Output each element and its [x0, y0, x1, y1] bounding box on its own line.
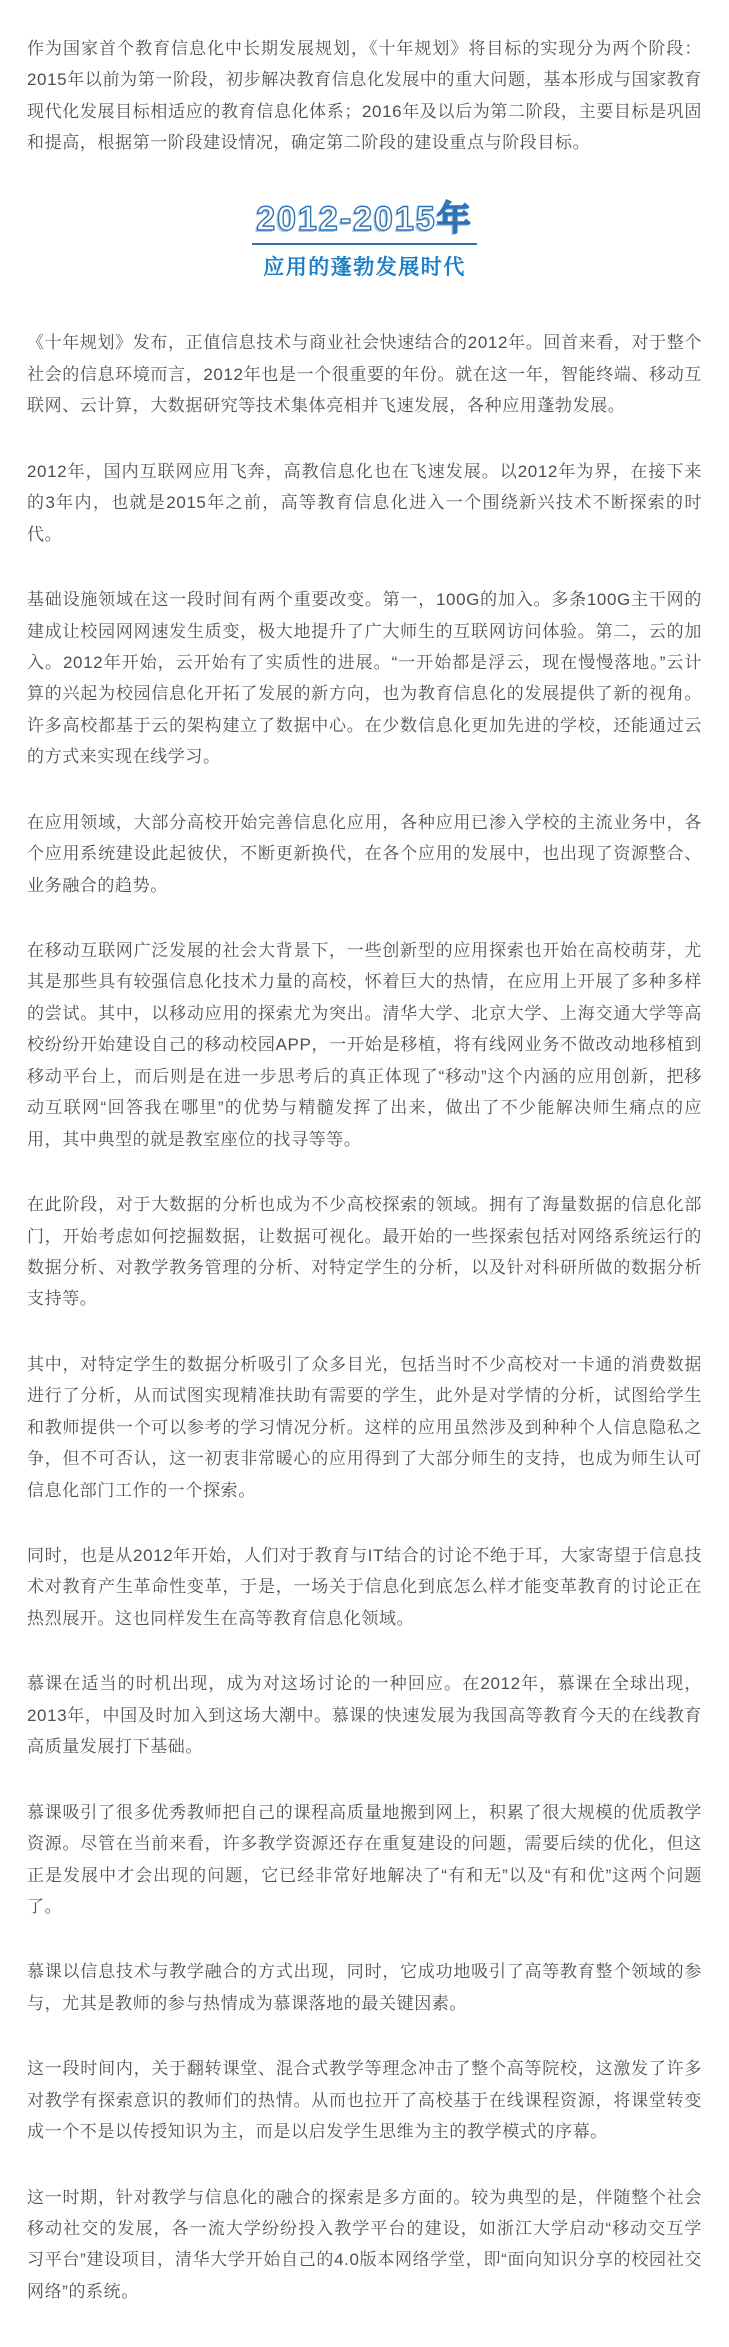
body-paragraph: 慕课以信息技术与教学融合的方式出现，同时，它成功地吸引了高等教育整个领域的参与，尤其是教师的参与热情成为慕课落地的最关键因素。 — [27, 1962, 702, 2013]
body-paragraph: 这一时期，针对教学与信息化的融合的探索是多方面的。较为典型的是，伴随整个社会移动社交的发展，各一流大学纷纷投入教学平台的建设，如浙江大学启动“移动交互学习平台”建设项目，清华大学开始自己的4.0版本网络学堂，即“面向知识分享的校园社交网络”的系统。 — [27, 2187, 702, 2301]
body-paragraph: 在移动互联网广泛发展的社会大背景下，一些创新型的应用探索也开始在高校萌芽，尤其是那些具有较强信息化技术力量的高校，怀着巨大的热情，在应用上开展了多种多样的尝试。其中，以移动应用的探索尤为突出。清华大学、北京大学、上海交通大学等高校纷纷开始建设自己的移动校园APP，一开始是移植，将有线网业务不做改动地移植到移动平台上，而后则是在进一步思考后的真正体现了“移动”这个内涵的应用创新，把移动互联网“回答我在哪里”的优势与精髓发挥了出来，做出了不少能解决师生痛点的应用，其中典型的就是教室座位的找寻等等。 — [27, 941, 702, 1149]
body-paragraph: 慕课吸引了很多优秀教师把自己的课程高质量地搬到网上，积累了很大规模的优质教学资源。尽管在当前来看，许多教学资源还存在重复建设的问题，需要后续的优化，但这正是发展中才会出现的问题，它已经非常好地解决了“有和无”以及“有和优”这两个问题了。 — [27, 1802, 702, 1916]
body-paragraph: 《十年规划》发布，正值信息技术与商业社会快速结合的2012年。回首来看，对于整个社会的信息环境而言，2012年也是一个很重要的年份。就在这一年，智能终端、移动互联网、云计算，大数据研究等技术集体亮相并飞速发展，各种应用蓬勃发展。 — [27, 333, 702, 416]
body-paragraph: 2012年，国内互联网应用飞奔，高教信息化也在飞速发展。以2012年为界，在接下来的3年内，也就是2015年之前，高等教育信息化进入一个围绕新兴技术不断探索的时代。 — [27, 461, 702, 544]
section-header — [27, 201, 702, 282]
body-paragraph: 在此阶段，对于大数据的分析也成为不少高校探索的领域。拥有了海量数据的信息化部门，开始考虑如何挖掘数据，让数据可视化。最开始的一些探索包括对网络系统运行的数据分析、对教学教务管理的分析、对特定学生的分析，以及针对科研所做的数据分析支持等。 — [27, 1195, 702, 1309]
body-paragraph: 这一段时间内，关于翻转课堂、混合式教学等理念冲击了整个高等院校，这激发了许多对教学有探索意识的教师们的热情。从而也拉开了高校基于在线课程资源，将课堂转变成一个不是以传授知识为主，而是以启发学生思维为主的教学模式的序幕。 — [27, 2059, 702, 2142]
section-subtitle: 应用的蓬勃发展时代 — [263, 256, 466, 280]
section-title: 2012-2015年 — [252, 201, 477, 245]
intro-paragraph: 作为国家首个教育信息化中长期发展规划，《十年规划》将目标的实现分为两个阶段：2015年以前为第一阶段，初步解决教育信息化发展中的重大问题，基本形成与国家教育现代化发展目标相适应的教育信息化体系；2016年及以后为第二阶段，主要目标是巩固和提高，根据第一阶段建设情况，确定第二阶段的建设重点与阶段目标。 — [27, 39, 702, 153]
body-paragraph: 基础设施领域在这一段时间有两个重要改变。第一，100G的加入。多条100G主干网的建成让校园网网速发生质变，极大地提升了广大师生的互联网访问体验。第二，云的加入。2012年开始，云开始有了实质性的进展。“一开始都是浮云，现在慢慢落地。”云计算的兴起为校园信息化开拓了发展的新方向，也为教育信息化的发展提供了新的视角。许多高校都基于云的架构建立了数据中心。在少数信息化更加先进的学校，还能通过云的方式来实现在线学习。 — [27, 590, 702, 767]
body-paragraph: 同时，也是从2012年开始，人们对于教育与IT结合的讨论不绝于耳，大家寄望于信息技术对教育产生革命性变革，于是，一场关于信息化到底怎么样才能变革教育的讨论正在热烈展开。这也同样发生在高等教育信息化领域。 — [27, 1546, 702, 1628]
body-paragraph: 在应用领域，大部分高校开始完善信息化应用，各种应用已渗入学校的主流业务中，各个应用系统建设此起彼伏，不断更新换代，在各个应用的发展中，也出现了资源整合、业务融合的趋势。 — [27, 812, 702, 895]
body-paragraph: 慕课在适当的时机出现，成为对这场讨论的一种回应。在2012年，慕课在全球出现，2013年，中国及时加入到这场大潮中。慕课的快速发展为我国高等教育今天的在线教育高质量发展打下基础。 — [27, 1674, 702, 1757]
body-paragraph: 其中，对特定学生的数据分析吸引了众多目光，包括当时不少高校对一卡通的消费数据进行了分析，从而试图实现精准扶助有需要的学生，此外是对学情的分析，试图给学生和教师提供一个可以参考的学习情况分析。这样的应用虽然涉及到种种个人信息隐私之争，但不可否认，这一初衷非常暖心的应用得到了大部分师生的支持，也成为师生认可信息化部门工作的一个探索。 — [27, 1354, 702, 1500]
